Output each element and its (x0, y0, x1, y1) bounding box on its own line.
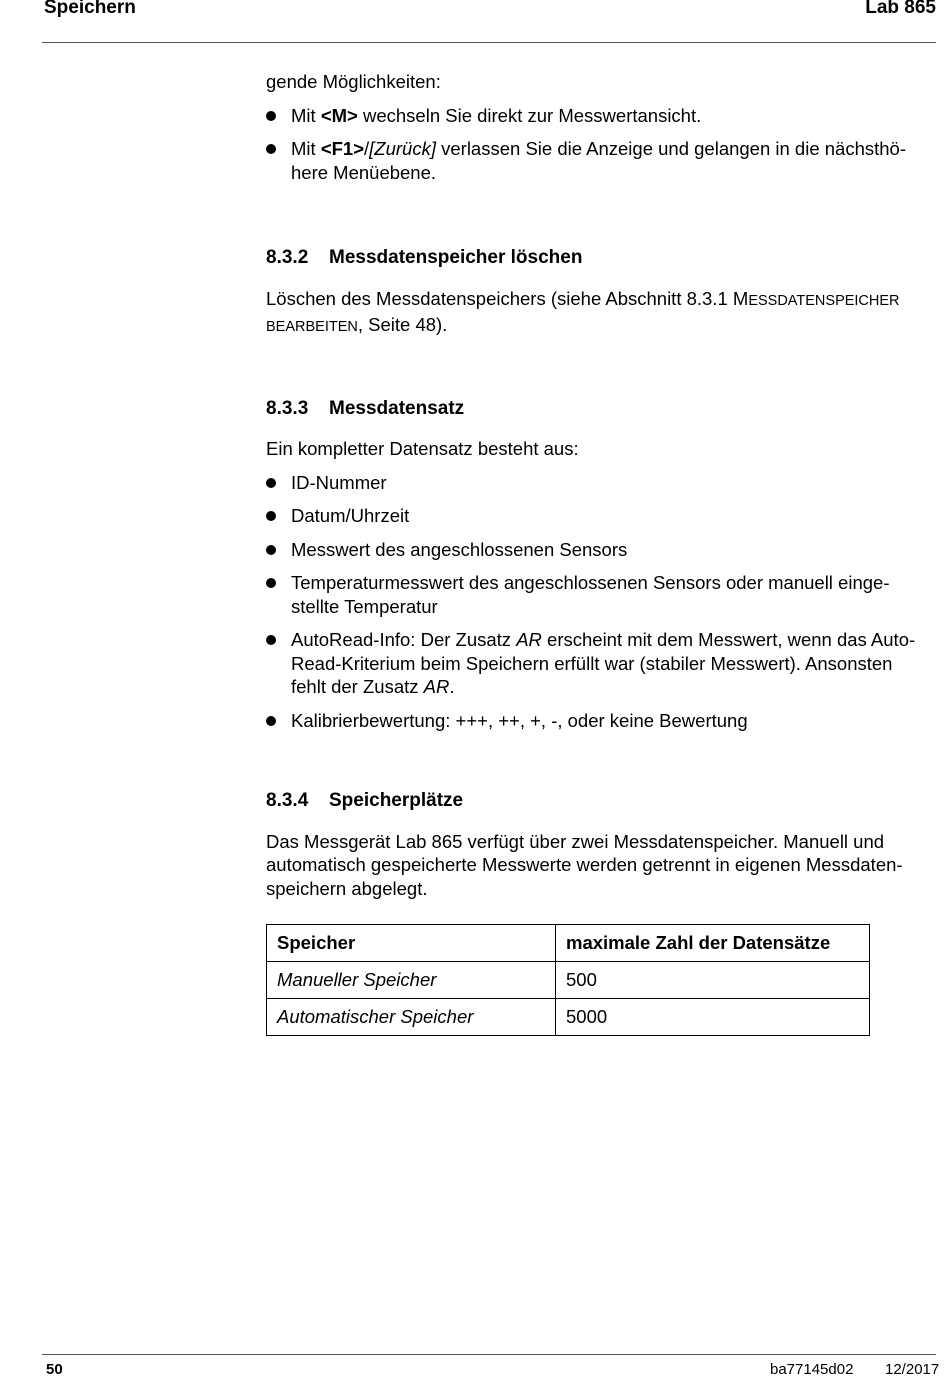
slash: / (364, 138, 370, 159)
header-rule (42, 42, 936, 43)
intro-item-f1-text-line2: here Menüebene. (291, 161, 437, 183)
section-title-832: Messdatenspeicher löschen (329, 247, 583, 268)
intro-item-m-text: wechseln Sie direkt zur Messwertansicht. (357, 104, 702, 126)
intro-list (266, 104, 938, 185)
list-item: Kalibrierbewertung: +++, ++, +, -, oder keine Bewertung (266, 709, 938, 733)
paragraph-line: speichern abgelegt. (266, 877, 428, 899)
list-item (266, 628, 938, 699)
list-item-line: erscheint mit dem Messwert, wenn das Auto- (541, 629, 916, 650)
document-date: 12/2017 (885, 1361, 940, 1378)
list-item: Datum/Uhrzeit (266, 504, 938, 528)
section-number-833: 8.3.3 (266, 397, 309, 419)
storage-table (266, 924, 870, 1036)
column-header-speicher: Speicher (267, 925, 556, 962)
section-heading-833 (266, 397, 938, 421)
list-item-line: Read-Kriterium beim Speichern erfüllt war (stabiler Messwert). Ansonsten (291, 652, 893, 674)
record-fields-list (266, 471, 938, 733)
column-header-max-records: maximale Zahl der Datensätze (556, 925, 870, 962)
section-833-intro: Ein kompletter Datensatz besteht aus: (266, 438, 579, 459)
list-item: ID-Nummer (266, 471, 938, 495)
paragraph-line: Das Messgerät Lab 865 verfügt über zwei Messdatenspeicher. Manuell und (266, 830, 885, 852)
list-item-line: AutoRead-Info: Der Zusatz (291, 629, 517, 650)
section-832-ref-smallcaps-2: BEARBEITEN (266, 319, 358, 335)
list-item-line: Temperaturmesswert des angeschlossenen Sensors oder manuell einge- (291, 572, 890, 593)
ar-marker: AR (516, 629, 542, 650)
list-item (266, 571, 938, 618)
list-item-line: . (449, 676, 455, 697)
section-834-text (266, 830, 938, 901)
list-item-line: stellte Temperatur (291, 595, 438, 617)
table-row (267, 962, 870, 999)
page-body (266, 70, 938, 1036)
section-title-833: Messdatensatz (329, 397, 465, 419)
section-heading-834 (266, 789, 938, 813)
section-832-ref-smallcaps: ESSDATENSPEICHER (748, 292, 900, 309)
intro-continuation: gende Möglichkeiten: (266, 71, 441, 92)
ar-marker: AR (423, 676, 450, 697)
intro-item-m-pre: Mit (291, 104, 321, 126)
section-number-832: 8.3.2 (266, 247, 309, 268)
document-id: ba77145d02 (770, 1361, 854, 1378)
intro-item-f1-text: verlassen Sie die Anzeige und gelangen in die nächsthö- (435, 138, 907, 159)
intro-item-f1 (266, 137, 938, 184)
key-f1: <F1> (320, 138, 365, 159)
intro-item-m (266, 104, 938, 128)
section-832-text-line2: , Seite 48). (357, 314, 448, 335)
softkey-zurueck: [Zurück] (369, 138, 436, 159)
table-cell-storage-name: Automatischer Speicher (267, 999, 556, 1036)
table-row (267, 999, 870, 1036)
list-item: Messwert des angeschlossenen Sensors (266, 538, 938, 562)
section-number-834: 8.3.4 (266, 790, 309, 811)
section-832-text (266, 287, 938, 340)
intro-item-f1-pre: Mit (291, 138, 321, 159)
table-header-row (267, 925, 870, 962)
table-cell-max-records: 5000 (556, 999, 870, 1036)
key-m: <M> (320, 104, 358, 126)
list-item-line: fehlt der Zusatz (291, 676, 424, 697)
header-product-name: Lab 865 (865, 0, 936, 18)
footer-rule (42, 1354, 936, 1355)
header-section-title: Speichern (44, 0, 136, 18)
table-cell-max-records: 500 (556, 962, 870, 999)
section-832-text-line1: Löschen des Messdatenspeichers (siehe Abschnitt 8.3.1 M (266, 287, 749, 309)
table-cell-storage-name: Manueller Speicher (267, 962, 556, 999)
section-title-834: Speicherplätze (329, 790, 464, 811)
paragraph-line: automatisch gespeicherte Messwerte werden getrennt in eigenen Messdaten- (266, 854, 903, 875)
page-number: 50 (46, 1361, 63, 1378)
section-heading-832 (266, 246, 938, 270)
